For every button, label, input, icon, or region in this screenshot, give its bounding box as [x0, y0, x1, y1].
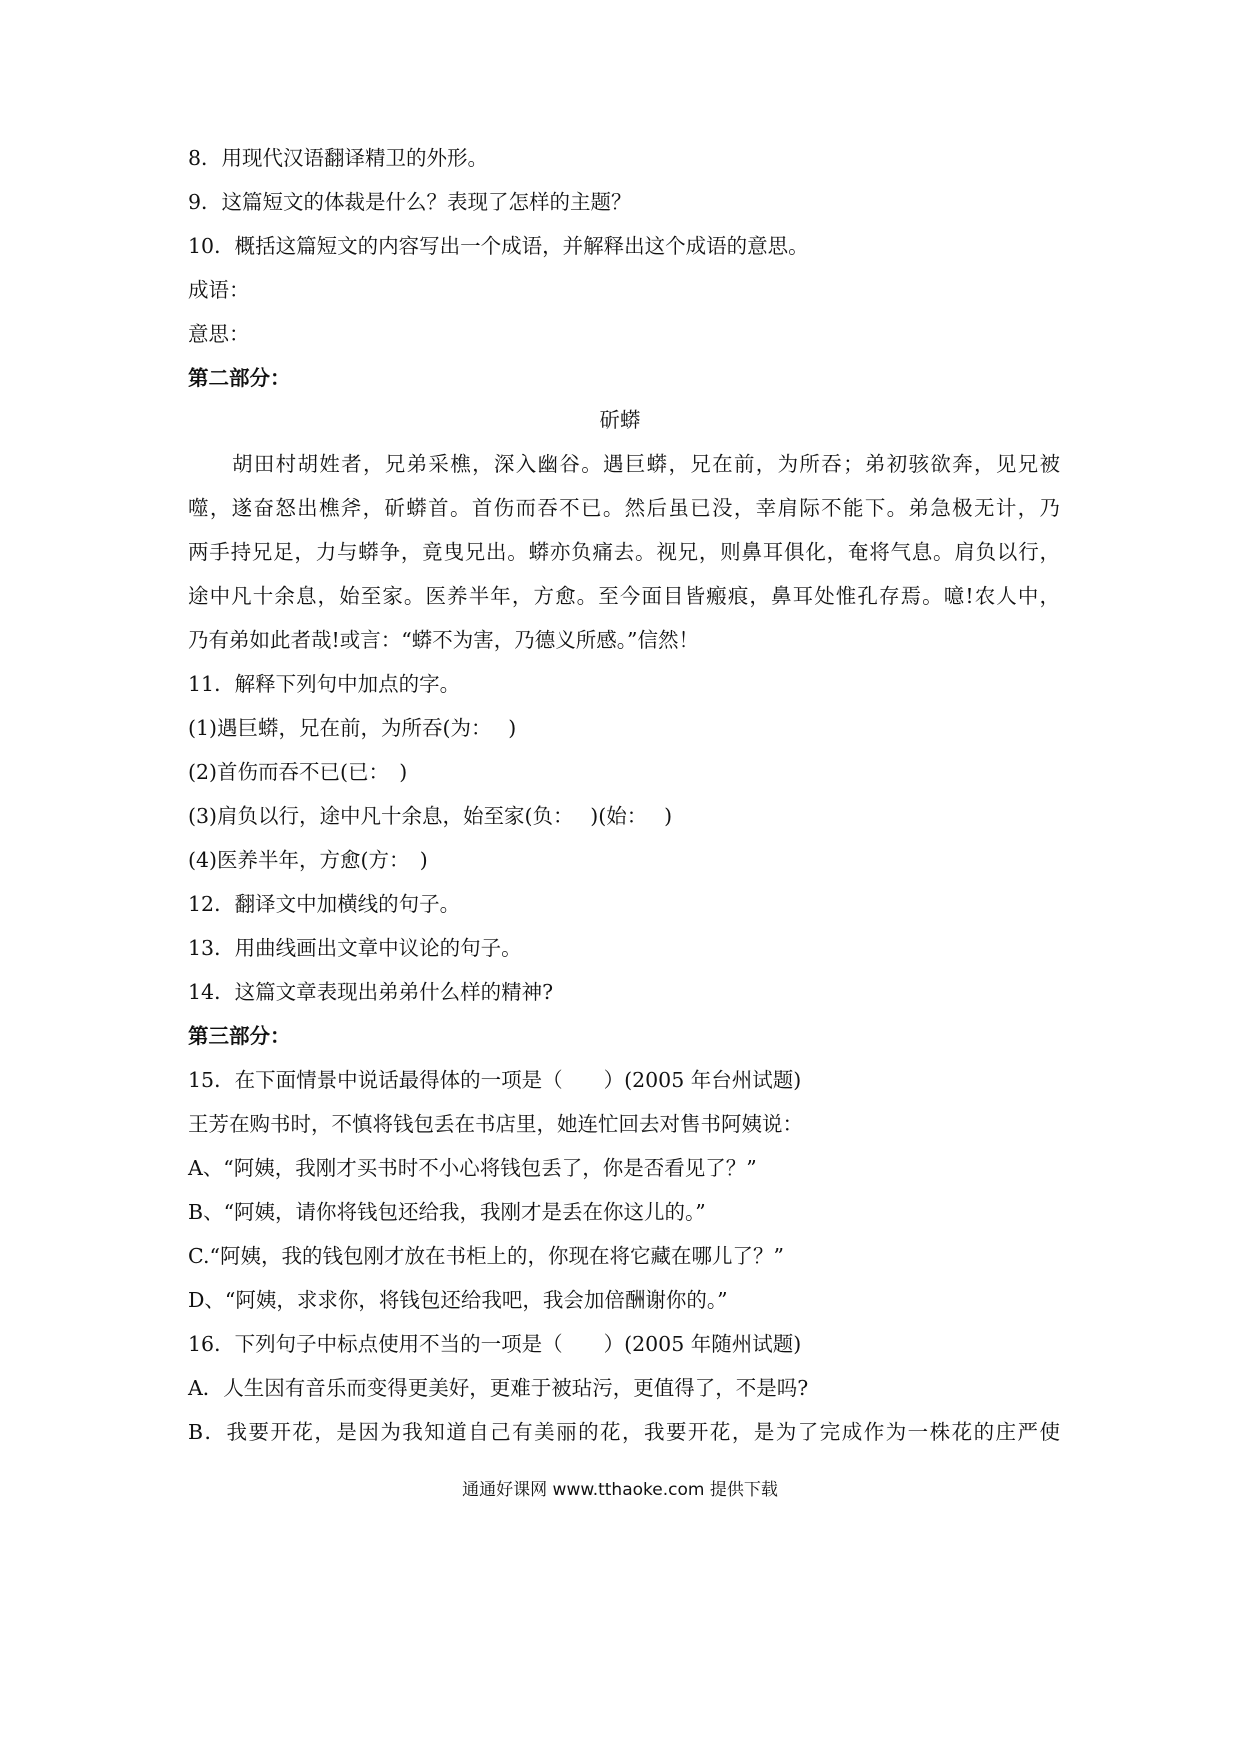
- question-11: 11．解释下列句中加点的字。: [188, 672, 461, 696]
- question-14: 14．这篇文章表现出弟弟什么样的精神?: [188, 980, 554, 1004]
- passage-line: 途中凡十余息，始至家。医养半年，方愈。至今面目皆瘢痕，鼻耳处惟孔存焉。噫!农人中，: [188, 584, 1060, 608]
- question-16: 16．下列句子中标点使用不当的一项是（ ）(2005 年随州试题): [188, 1332, 802, 1356]
- page-footer: 通通好课网 www.tthaoke.com 提供下载: [462, 1480, 778, 1500]
- question-16-option: B．我要开花，是因为我知道自己有美丽的花，我要开花，是为了完成作为一株花的庄严使: [188, 1420, 1060, 1444]
- passage-title: 斫蟒: [599, 408, 641, 432]
- question-15-option: C.“阿姨，我的钱包刚才放在书柜上的，你现在将它藏在哪儿了？”: [188, 1244, 784, 1268]
- question-15-option: A、“阿姨，我刚才买书时不小心将钱包丢了，你是否看见了？”: [188, 1156, 757, 1180]
- part2-heading: 第二部分：: [188, 366, 291, 390]
- question-15-context: 王芳在购书时，不慎将钱包丢在书店里，她连忙回去对售书阿姨说：: [188, 1112, 803, 1136]
- passage-line: 乃有弟如此者哉!或言：“蟒不为害，乃德义所感。”信然！: [188, 628, 699, 652]
- question-9: 9．这篇短文的体裁是什么？表现了怎样的主题？: [188, 190, 632, 214]
- question-16-option: A．人生因有音乐而变得更美好，更难于被玷污，更值得了，不是吗?: [188, 1376, 809, 1400]
- question-8: 8．用现代汉语翻译精卫的外形。: [188, 146, 489, 170]
- part3-heading: 第三部分：: [188, 1024, 291, 1048]
- question-15: 15．在下面情景中说话最得体的一项是（ ）(2005 年台州试题): [188, 1068, 802, 1092]
- question-11-item: (1)遇巨蟒，兄在前，为所吞(为： ): [188, 716, 517, 740]
- question-11-item: (2)首伤而吞不已(已： ): [188, 760, 408, 784]
- question-13: 13．用曲线画出文章中议论的句子。: [188, 936, 522, 960]
- question-10: 10．概括这篇短文的内容写出一个成语，并解释出这个成语的意思。: [188, 234, 809, 258]
- question-12: 12．翻译文中加横线的句子。: [188, 892, 461, 916]
- question-15-option: B、“阿姨，请你将钱包还给我，我刚才是丢在你这儿的。”: [188, 1200, 706, 1224]
- question-15-option: D、“阿姨，求求你，将钱包还给我吧，我会加倍酬谢你的。”: [188, 1288, 728, 1312]
- passage-line: 胡田村胡姓者，兄弟采樵，深入幽谷。遇巨蟒，兄在前，为所吞；弟初骇欲奔，见兄被: [232, 452, 1060, 476]
- question-11-item: (3)肩负以行，途中凡十余息，始至家(负： )(始： ): [188, 804, 673, 828]
- passage-line: 两手持兄足，力与蟒争，竟曳兄出。蟒亦负痛去。视兄，则鼻耳俱化，奄将气息。肩负以行，: [188, 540, 1060, 564]
- meaning-label: 意思：: [188, 322, 250, 346]
- idiom-label: 成语：: [188, 278, 250, 302]
- passage-line: 噬，遂奋怒出樵斧，斫蟒首。首伤而吞不已。然后虽已没，幸肩际不能下。弟急极无计，乃: [188, 496, 1060, 520]
- question-11-item: (4)医养半年，方愈(方： ): [188, 848, 428, 872]
